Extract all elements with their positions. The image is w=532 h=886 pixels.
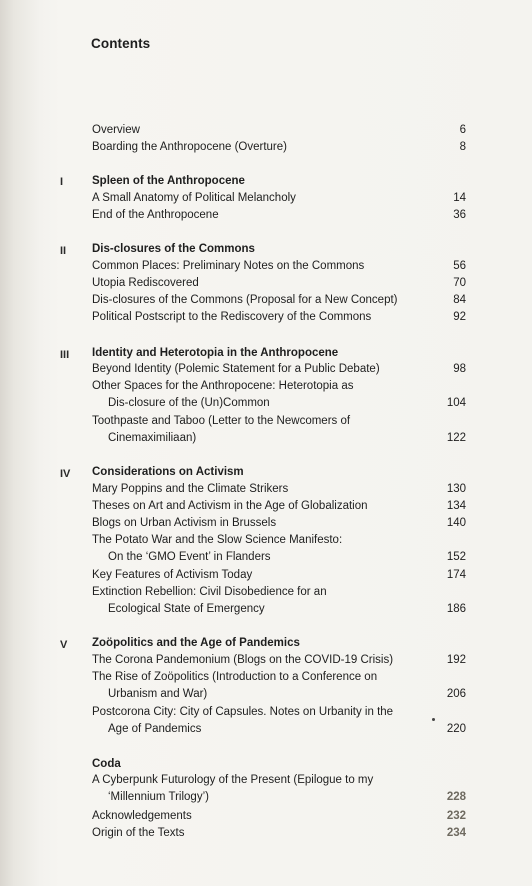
entry-page: 186	[446, 603, 466, 615]
part-numeral: II	[60, 245, 67, 257]
toc-entry	[92, 584, 472, 618]
entry-page: 228	[446, 791, 466, 803]
entry-title: Other Spaces for the Anthropocene: Heterotopia as	[92, 380, 354, 392]
entry-title-continued: Age of Pandemics	[108, 723, 202, 735]
entry-title: Extinction Rebellion: Civil Disobedience for an	[92, 586, 327, 598]
part-title: Coda	[92, 758, 121, 770]
entry-title: Acknowledgements	[92, 810, 192, 822]
entry-page: 130	[446, 483, 466, 495]
entry-page: 134	[446, 500, 466, 512]
entry-page: 8	[459, 141, 466, 153]
toc-entry	[92, 532, 472, 566]
part-title: Identity and Heterotopia in the Anthropocene	[92, 347, 339, 359]
entry-page: 6	[459, 124, 466, 136]
entry-title-continued: ‘Millennium Trilogy’)	[108, 791, 209, 803]
entry-title: The Rise of Zoöpolitics (Introduction to a Conference on	[92, 671, 378, 683]
toc-entry	[92, 275, 472, 292]
entry-title: Toothpaste and Taboo (Letter to the Newcomers of	[92, 415, 351, 427]
entry-title: Mary Poppins and the Climate Strikers	[92, 483, 289, 495]
entry-page: 70	[453, 277, 466, 289]
entry-title-continued: Dis-closure of the (Un)Common	[108, 397, 270, 409]
toc-entry	[92, 669, 472, 703]
toc-entry-overture	[92, 139, 472, 156]
page-title: Contents	[91, 36, 151, 51]
toc-entry	[92, 808, 472, 825]
entry-title: Origin of the Texts	[92, 827, 185, 839]
entry-title-continued: Ecological State of Emergency	[108, 603, 265, 615]
toc-entry	[92, 567, 472, 584]
entry-page: 104	[446, 397, 466, 409]
entry-page: 36	[453, 209, 466, 221]
part-numeral: III	[60, 349, 70, 361]
toc-entry	[92, 190, 472, 207]
toc-entry	[92, 413, 472, 447]
entry-title: Common Places: Preliminary Notes on the Commons	[92, 260, 365, 272]
entry-title: Boarding the Anthropocene (Overture)	[92, 141, 287, 153]
entry-page: 56	[453, 260, 466, 272]
entry-title: Postcorona City: City of Capsules. Notes on Urbanity in the	[92, 706, 394, 718]
part-numeral: I	[60, 176, 64, 188]
entry-title: Key Features of Activism Today	[92, 569, 253, 581]
toc-entry	[92, 481, 472, 498]
toc-entry	[92, 361, 472, 378]
toc-entry	[92, 652, 472, 669]
toc-entry	[92, 772, 472, 806]
part-numeral: V	[60, 639, 68, 651]
entry-page: 14	[453, 192, 466, 204]
toc-entry	[92, 515, 472, 532]
entry-page: 234	[446, 827, 466, 839]
entry-title: Theses on Art and Activism in the Age of Globalization	[92, 500, 368, 512]
entry-title: A Cyberpunk Futurology of the Present (Epilogue to my	[92, 774, 374, 786]
entry-page: 84	[453, 294, 466, 306]
entry-page: 152	[446, 551, 466, 563]
entry-title-continued: Cinemaximiliaan)	[108, 432, 197, 444]
toc-entry-overview	[92, 122, 472, 139]
entry-page: 92	[453, 311, 466, 323]
toc-entry	[92, 258, 472, 275]
part-title: Zoöpolitics and the Age of Pandemics	[92, 637, 300, 649]
part-numeral: IV	[60, 468, 71, 480]
entry-page: 192	[446, 654, 466, 666]
entry-page: 98	[453, 363, 466, 375]
entry-title: Blogs on Urban Activism in Brussels	[92, 517, 277, 529]
toc-entry	[92, 498, 472, 515]
toc-entry	[92, 309, 472, 326]
entry-title: Dis-closures of the Commons (Proposal for a New Concept)	[92, 294, 398, 306]
entry-page: 122	[446, 432, 466, 444]
entry-title: A Small Anatomy of Political Melancholy	[92, 192, 296, 204]
toc-entry	[92, 704, 472, 738]
entry-title: Overview	[92, 124, 140, 136]
ink-speck	[432, 718, 435, 721]
entry-title-continued: On the ‘GMO Event’ in Flanders	[108, 551, 271, 563]
entry-page: 206	[446, 688, 466, 700]
toc-entry	[92, 378, 472, 412]
entry-title: Beyond Identity (Polemic Statement for a Public Debate)	[92, 363, 380, 375]
toc-entry	[92, 292, 472, 309]
entry-page: 220	[446, 723, 466, 735]
entry-title: The Potato War and the Slow Science Manifesto:	[92, 534, 343, 546]
entry-page: 174	[446, 569, 466, 581]
entry-title: End of the Anthropocene	[92, 209, 219, 221]
entry-title: Political Postscript to the Rediscovery of the Commons	[92, 311, 372, 323]
toc-entry	[92, 207, 472, 224]
entry-title: The Corona Pandemonium (Blogs on the COVID-19 Crisis)	[92, 654, 394, 666]
entry-page: 232	[446, 810, 466, 822]
entry-title-continued: Urbanism and War)	[108, 688, 208, 700]
part-title: Dis-closures of the Commons	[92, 243, 255, 255]
part-title: Considerations on Activism	[92, 466, 244, 478]
toc-entry	[92, 825, 472, 842]
entry-title: Utopia Rediscovered	[92, 277, 199, 289]
part-title: Spleen of the Anthropocene	[92, 175, 245, 187]
entry-page: 140	[446, 517, 466, 529]
